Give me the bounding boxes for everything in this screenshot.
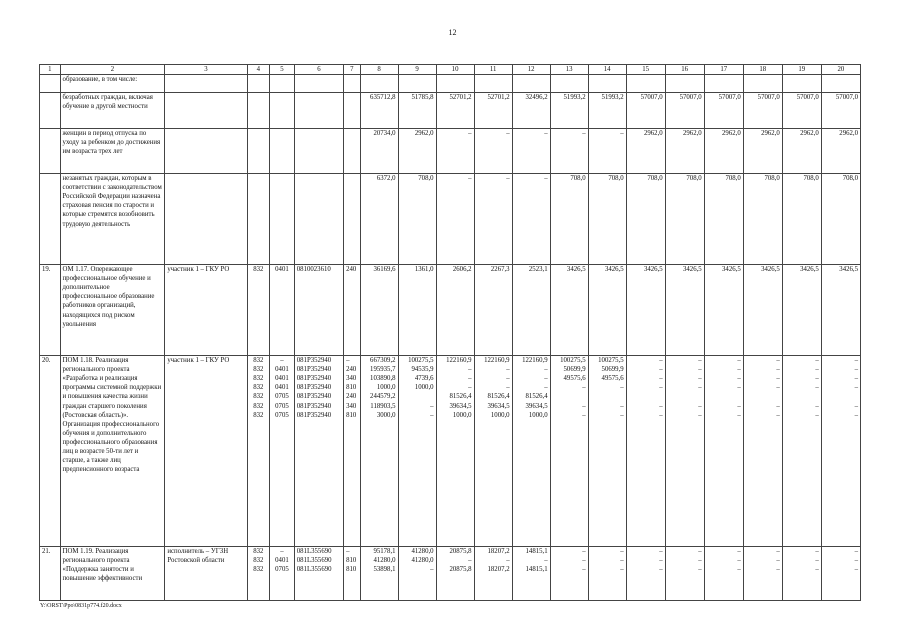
measure-name-cell xyxy=(60,93,165,129)
amount-cell-text: 708,0 xyxy=(570,175,586,183)
executor-cell-text: исполнитель – УГЗН Ростовской области xyxy=(167,548,229,565)
table-row xyxy=(40,129,861,174)
amount-cell xyxy=(743,356,782,547)
table-row xyxy=(40,356,861,547)
amount-cell xyxy=(474,93,512,129)
amount-cell xyxy=(436,75,474,93)
table-row xyxy=(40,75,861,93)
measure-name-cell xyxy=(60,129,165,174)
amount-cell-text: – – – xyxy=(776,548,780,574)
amount-cell xyxy=(782,93,821,129)
amount-cell-text: 57007,0 xyxy=(679,94,702,102)
amount-cell-text: – – – xyxy=(737,548,741,574)
amount-cell-text: 708,0 xyxy=(842,175,858,183)
column-number-cell: 6 xyxy=(294,65,343,75)
amount-cell-text: 52701,2 xyxy=(487,94,510,102)
column-number-cell: 11 xyxy=(474,65,512,75)
measure-name-cell-text: женщин в период отпуска по уходу за ребенком до достижения им возраста трех лет xyxy=(62,130,161,156)
amount-cell xyxy=(704,356,743,547)
budget-table xyxy=(39,64,861,601)
expense-type-cell xyxy=(344,129,360,174)
expense-type-cell xyxy=(344,93,360,129)
column-number-cell: 18 xyxy=(743,65,782,75)
column-number-cell: 15 xyxy=(626,65,665,75)
amount-cell xyxy=(588,174,626,265)
amount-cell-text: 2606,2 xyxy=(452,266,472,274)
amount-cell-text: – xyxy=(506,175,510,183)
executor-cell-text: участник 1 – ГКУ РО xyxy=(167,266,230,274)
amount-cell-text: – – – xyxy=(659,548,663,574)
amount-cell xyxy=(704,174,743,265)
section-code-cell xyxy=(270,129,295,174)
amount-cell xyxy=(782,75,821,93)
amount-cell-text: 20734,0 xyxy=(373,130,396,138)
amount-cell-text: 708,0 xyxy=(686,175,702,183)
amount-cell-text: 3426,5 xyxy=(643,266,663,274)
amount-cell xyxy=(821,356,860,547)
amount-cell xyxy=(743,93,782,129)
executor-cell-text: участник 1 – ГКУ РО xyxy=(167,357,230,365)
amount-cell xyxy=(626,93,665,129)
row-number-cell xyxy=(40,547,61,601)
amount-cell xyxy=(704,547,743,601)
amount-cell xyxy=(588,129,626,174)
amount-cell-text: 57007,0 xyxy=(757,94,780,102)
amount-cell xyxy=(436,129,474,174)
amount-cell xyxy=(588,356,626,547)
amount-cell xyxy=(474,75,512,93)
amount-cell xyxy=(550,547,588,601)
amount-cell-text: 708,0 xyxy=(725,175,741,183)
amount-cell-text: 41280,0 41280,0 – xyxy=(411,548,434,574)
measure-name-cell-text: незанятых граждан, которым в соответствии с законодательством Российской Федерации назначена страховая пенсия по старости и которые стремятся возобновить трудовую деятельность xyxy=(62,175,162,228)
grbs-code-cell xyxy=(247,547,270,601)
target-article-cell-text: 081L355690 081L355690 081L355690 xyxy=(296,548,332,574)
target-article-cell xyxy=(294,174,343,265)
column-number-cell: 17 xyxy=(704,65,743,75)
amount-cell-text: 2962,0 xyxy=(761,130,780,138)
amount-cell xyxy=(398,265,436,356)
section-code-cell xyxy=(270,356,295,547)
grbs-code-cell xyxy=(247,174,270,265)
amount-cell-text: 635712,8 xyxy=(370,94,396,102)
measure-name-cell-text: ПОМ 1.19. Реализация регионального проекта «Поддержка занятости и повышение эффективности xyxy=(62,548,143,583)
row-number-cell xyxy=(40,93,61,129)
amount-cell xyxy=(821,93,860,129)
amount-cell-text: – – – xyxy=(854,548,858,574)
column-number-row xyxy=(40,65,861,75)
amount-cell xyxy=(704,265,743,356)
amount-cell-text: – xyxy=(620,130,624,138)
amount-cell-text: 2962,0 xyxy=(643,130,663,138)
amount-cell-text: 6372,0 xyxy=(376,175,396,183)
amount-cell xyxy=(704,129,743,174)
amount-cell xyxy=(512,174,550,265)
amount-cell xyxy=(626,129,665,174)
amount-cell-text: 3426,5 xyxy=(604,266,624,274)
measure-name-cell-text: безработных граждан, включая обучение в другой местности xyxy=(62,94,153,111)
amount-cell xyxy=(665,129,704,174)
amount-cell xyxy=(398,174,436,265)
target-article-cell xyxy=(294,93,343,129)
amount-cell-text: 100275,5 94535,9 4739,6 1000,0 – – xyxy=(408,357,434,419)
amount-cell xyxy=(743,265,782,356)
amount-cell-text: – xyxy=(506,130,510,138)
grbs-code-cell xyxy=(247,265,270,356)
measure-name-cell xyxy=(60,356,165,547)
amount-cell xyxy=(474,265,512,356)
expense-type-cell xyxy=(344,547,360,601)
amount-cell xyxy=(665,75,704,93)
amount-cell-text: 2962,0 xyxy=(683,130,702,138)
amount-cell-text: 2962,0 xyxy=(414,130,434,138)
target-article-cell xyxy=(294,547,343,601)
amount-cell xyxy=(665,174,704,265)
grbs-code-cell xyxy=(247,356,270,547)
amount-cell-text: 2962,0 xyxy=(839,130,858,138)
amount-cell-text: 667309,2 195935,7 103890,8 1000,0 244579,2 118903,5 3000,0 xyxy=(370,357,396,419)
amount-cell xyxy=(436,93,474,129)
target-article-cell-text: 081P352940 081P352940 081P352940 081P352940 081P352940 081P352940 081P352940 xyxy=(296,357,332,419)
column-number-cell: 16 xyxy=(665,65,704,75)
amount-cell xyxy=(626,547,665,601)
target-article-cell-text: 0810023610 xyxy=(296,266,331,274)
amount-cell xyxy=(782,174,821,265)
expense-type-cell-text: – 810 810 xyxy=(346,548,357,574)
section-code-cell xyxy=(270,93,295,129)
amount-cell xyxy=(588,75,626,93)
row-number-cell-text: 21. xyxy=(42,548,51,556)
amount-cell-text: – – – – – – xyxy=(698,357,702,419)
column-number-cell: 3 xyxy=(165,65,247,75)
section-code-cell-text: – 0401 0401 0401 0705 0705 0705 xyxy=(275,357,289,419)
amount-cell xyxy=(512,129,550,174)
amount-cell-text: 3426,5 xyxy=(761,266,780,274)
measure-name-cell-text: образование, в том числе: xyxy=(62,76,138,84)
measure-name-cell xyxy=(60,174,165,265)
amount-cell xyxy=(782,547,821,601)
row-number-cell-text: 20. xyxy=(42,357,51,365)
executor-cell xyxy=(165,93,247,129)
amount-cell-text: – – – – – – xyxy=(854,357,858,419)
column-number-cell: 2 xyxy=(60,65,165,75)
amount-cell xyxy=(474,174,512,265)
executor-cell xyxy=(165,265,247,356)
amount-cell xyxy=(550,265,588,356)
amount-cell xyxy=(360,93,398,129)
amount-cell xyxy=(512,547,550,601)
amount-cell-text: 100275,5 50699,9 49575,6 – – – xyxy=(598,357,624,419)
executor-cell xyxy=(165,129,247,174)
amount-cell-text: 2523,1 xyxy=(528,266,548,274)
expense-type-cell xyxy=(344,75,360,93)
amount-cell xyxy=(588,265,626,356)
amount-cell-text: 57007,0 xyxy=(796,94,819,102)
amount-cell-text: – – – – – – xyxy=(737,357,741,419)
section-code-cell-text: 0401 xyxy=(275,266,289,274)
amount-cell xyxy=(360,356,398,547)
column-number-cell: 20 xyxy=(821,65,860,75)
column-number-cell: 5 xyxy=(270,65,295,75)
amount-cell xyxy=(821,129,860,174)
amount-cell xyxy=(398,75,436,93)
amount-cell-text: 18207,2 – 18207,2 xyxy=(487,548,510,574)
amount-cell xyxy=(704,75,743,93)
executor-cell xyxy=(165,174,247,265)
amount-cell-text: 708,0 xyxy=(418,175,434,183)
target-article-cell xyxy=(294,356,343,547)
amount-cell xyxy=(436,547,474,601)
amount-cell xyxy=(474,547,512,601)
amount-cell-text: 32496,2 xyxy=(525,94,548,102)
amount-cell xyxy=(588,547,626,601)
measure-name-cell xyxy=(60,75,165,93)
amount-cell xyxy=(588,93,626,129)
amount-cell xyxy=(398,356,436,547)
row-number-cell xyxy=(40,75,61,93)
executor-cell xyxy=(165,75,247,93)
amount-cell-text: 708,0 xyxy=(764,175,780,183)
amount-cell xyxy=(704,93,743,129)
amount-cell-text: – – – – – – xyxy=(815,357,819,419)
amount-cell-text: 100275,5 50699,9 49575,6 – – – xyxy=(560,357,586,419)
amount-cell-text: 122160,9 – – – 81526,4 39634,5 1000,0 xyxy=(484,357,510,419)
amount-cell-text: 95178,1 41280,0 53898,1 xyxy=(373,548,396,574)
amount-cell xyxy=(743,547,782,601)
amount-cell-text: – xyxy=(582,130,586,138)
amount-cell xyxy=(550,75,588,93)
executor-cell xyxy=(165,547,247,601)
expense-type-cell-text: 240 xyxy=(346,266,357,274)
row-number-cell xyxy=(40,174,61,265)
amount-cell xyxy=(550,129,588,174)
amount-cell xyxy=(512,356,550,547)
table-row xyxy=(40,174,861,265)
amount-cell xyxy=(512,75,550,93)
amount-cell xyxy=(360,174,398,265)
grbs-code-cell xyxy=(247,93,270,129)
amount-cell-text: 14815,1 – 14815,1 xyxy=(525,548,548,574)
amount-cell-text: 122160,9 – – – 81526,4 39634,5 1000,0 xyxy=(446,357,472,419)
measure-name-cell xyxy=(60,265,165,356)
amount-cell-text: 2962,0 xyxy=(800,130,819,138)
amount-cell xyxy=(398,547,436,601)
amount-cell xyxy=(743,129,782,174)
row-number-cell xyxy=(40,265,61,356)
column-number-cell: 19 xyxy=(782,65,821,75)
section-code-cell xyxy=(270,265,295,356)
amount-cell xyxy=(512,93,550,129)
amount-cell-text: 3426,5 xyxy=(800,266,819,274)
column-number-cell: 8 xyxy=(360,65,398,75)
executor-cell xyxy=(165,356,247,547)
section-code-cell-text: – 0401 0705 xyxy=(275,548,289,574)
grbs-code-cell-text: 832 832 832 832 832 832 832 xyxy=(253,357,264,419)
amount-cell xyxy=(360,75,398,93)
page-number: 12 xyxy=(448,28,457,37)
section-code-cell xyxy=(270,174,295,265)
amount-cell-text: 52701,2 xyxy=(449,94,472,102)
amount-cell xyxy=(821,547,860,601)
section-code-cell xyxy=(270,547,295,601)
amount-cell-text: – – – xyxy=(698,548,702,574)
amount-cell xyxy=(474,356,512,547)
amount-cell xyxy=(360,129,398,174)
column-number-cell: 1 xyxy=(40,65,61,75)
amount-cell-text: 51785,8 xyxy=(411,94,434,102)
amount-cell-text: 2962,0 xyxy=(722,130,741,138)
row-number-cell xyxy=(40,129,61,174)
amount-cell xyxy=(550,356,588,547)
column-number-cell: 14 xyxy=(588,65,626,75)
amount-cell xyxy=(626,75,665,93)
amount-cell-text: – xyxy=(544,175,548,183)
amount-cell-text: 57007,0 xyxy=(640,94,663,102)
amount-cell xyxy=(550,93,588,129)
amount-cell-text: 3426,5 xyxy=(566,266,586,274)
amount-cell-text: 708,0 xyxy=(803,175,819,183)
column-number-cell: 13 xyxy=(550,65,588,75)
amount-cell xyxy=(743,75,782,93)
amount-cell xyxy=(665,93,704,129)
amount-cell xyxy=(665,547,704,601)
measure-name-cell-text: ОМ 1.17. Опережающее профессиональное обучение и дополнительное профессиональное образование работников организаций, находящихся под риском увольнения xyxy=(62,266,155,328)
amount-cell xyxy=(360,547,398,601)
column-number-cell: 10 xyxy=(436,65,474,75)
amount-cell-text: 3426,5 xyxy=(839,266,858,274)
column-number-cell: 4 xyxy=(247,65,270,75)
amount-cell-text: 36169,6 xyxy=(373,266,396,274)
grbs-code-cell xyxy=(247,129,270,174)
amount-cell xyxy=(398,129,436,174)
amount-cell xyxy=(782,265,821,356)
amount-cell-text: 57007,0 xyxy=(718,94,741,102)
column-number-cell: 9 xyxy=(398,65,436,75)
amount-cell xyxy=(743,174,782,265)
expense-type-cell xyxy=(344,174,360,265)
grbs-code-cell-text: 832 832 832 xyxy=(253,548,264,574)
grbs-code-cell-text: 832 xyxy=(253,266,264,274)
footer-file-path: Y:\ORST\Ppo\0831p774.f20.docx xyxy=(40,603,122,609)
amount-cell-text: – – – xyxy=(582,548,586,574)
amount-cell xyxy=(665,265,704,356)
amount-cell xyxy=(398,93,436,129)
row-number-cell-text: 19. xyxy=(42,266,51,274)
amount-cell-text: 708,0 xyxy=(647,175,663,183)
column-number-cell: 12 xyxy=(512,65,550,75)
amount-cell-text: 1361,0 xyxy=(414,266,434,274)
amount-cell xyxy=(626,174,665,265)
target-article-cell xyxy=(294,265,343,356)
table-row xyxy=(40,93,861,129)
amount-cell xyxy=(665,356,704,547)
amount-cell-text: 20875,8 – 20875,8 xyxy=(449,548,472,574)
amount-cell xyxy=(474,129,512,174)
amount-cell-text: – – – – – – xyxy=(776,357,780,419)
amount-cell-text: – xyxy=(544,130,548,138)
amount-cell xyxy=(436,174,474,265)
amount-cell xyxy=(821,174,860,265)
amount-cell xyxy=(782,356,821,547)
amount-cell xyxy=(512,265,550,356)
amount-cell-text: 57007,0 xyxy=(835,94,858,102)
target-article-cell xyxy=(294,75,343,93)
amount-cell xyxy=(550,174,588,265)
amount-cell xyxy=(821,265,860,356)
amount-cell-text: – – – xyxy=(620,548,624,574)
amount-cell xyxy=(360,265,398,356)
amount-cell xyxy=(782,129,821,174)
target-article-cell xyxy=(294,129,343,174)
amount-cell-text: 3426,5 xyxy=(683,266,702,274)
amount-cell-text: 3426,5 xyxy=(722,266,741,274)
grbs-code-cell xyxy=(247,75,270,93)
amount-cell xyxy=(436,265,474,356)
amount-cell-text: 122160,9 – – – 81526,4 39634,5 1000,0 xyxy=(522,357,548,419)
amount-cell-text: – – – xyxy=(815,548,819,574)
amount-cell xyxy=(626,265,665,356)
amount-cell xyxy=(436,356,474,547)
amount-cell-text: 708,0 xyxy=(608,175,624,183)
amount-cell-text: 51993,2 xyxy=(601,94,624,102)
expense-type-cell xyxy=(344,265,360,356)
section-code-cell xyxy=(270,75,295,93)
expense-type-cell xyxy=(344,356,360,547)
amount-cell-text: – – – – – – xyxy=(659,357,663,419)
amount-cell-text: – xyxy=(468,130,472,138)
amount-cell xyxy=(626,356,665,547)
amount-cell-text: 2267,3 xyxy=(490,266,510,274)
measure-name-cell xyxy=(60,547,165,601)
expense-type-cell-text: – 240 340 810 240 340 810 xyxy=(346,357,357,419)
measure-name-cell-text: ПОМ 1.18. Реализация регионального проекта «Разработка и реализация программы системной поддержки и повышения качества жизни граждан старшего поколения (Ростовская область)». Организация профессионального обучения и дополнительного профессионального образования лиц в возрасте 50-ти лет и старше, а также лиц предпенсионного возраста xyxy=(62,357,162,474)
column-number-cell: 7 xyxy=(344,65,360,75)
amount-cell-text: 51993,2 xyxy=(563,94,586,102)
amount-cell xyxy=(821,75,860,93)
table-row xyxy=(40,265,861,356)
amount-cell-text: – xyxy=(468,175,472,183)
row-number-cell xyxy=(40,356,61,547)
table-row xyxy=(40,547,861,601)
